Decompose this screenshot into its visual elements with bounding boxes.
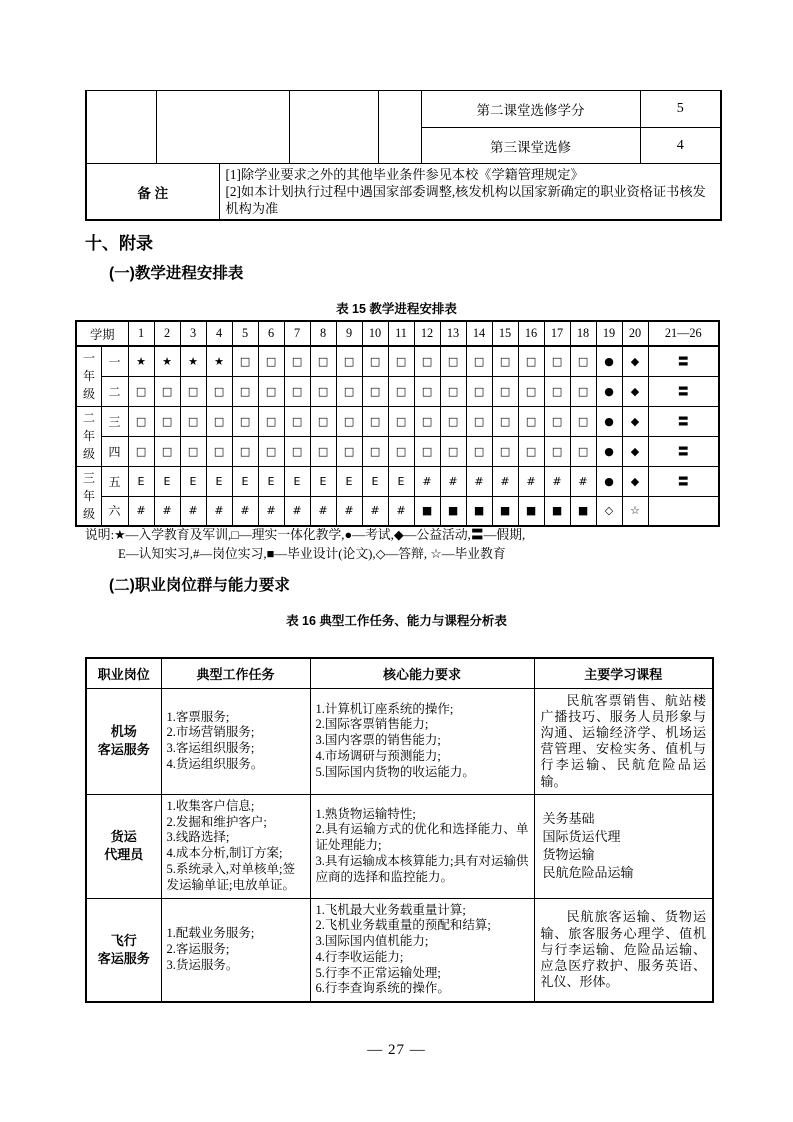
schedule-symbol-cell: □	[180, 376, 206, 406]
jobs-header-row	[86, 658, 713, 688]
schedule-symbol-cell: □	[310, 376, 336, 406]
schedule-symbol-cell: □	[258, 436, 284, 466]
schedule-symbol-cell: □	[284, 346, 310, 376]
week-header-cell: 5	[232, 321, 258, 346]
task-item: 1.配载业务服务;	[166, 926, 255, 941]
schedule-symbol-cell: #	[466, 466, 492, 496]
schedule-symbol-cell: ★	[128, 346, 154, 376]
schedule-symbol-cell: □	[310, 346, 336, 376]
schedule-symbol-cell: #	[518, 466, 544, 496]
job-tasks-cell	[161, 794, 310, 898]
schedule-symbol-cell: □	[570, 436, 596, 466]
schedule-symbol-cell: #	[284, 496, 310, 526]
schedule-symbol-cell: □	[284, 406, 310, 436]
schedule-symbol-cell: #	[492, 466, 518, 496]
ability-item: 4.行李收运能力;	[315, 949, 404, 964]
semester-label-cell: 六	[101, 496, 128, 526]
schedule-symbol-cell: #	[180, 496, 206, 526]
week-header-cell: 11	[388, 321, 414, 346]
task-item: 2.发掘和维护客户;	[166, 814, 267, 829]
job-position-cell	[86, 898, 161, 1002]
ability-item: 3.具有运输成本核算能力;具有对运输供应商的选择和监控能力。	[315, 854, 529, 884]
task-item: 4.成本分析,制订方案;	[166, 846, 283, 861]
top-table-row-1	[86, 91, 721, 128]
schedule-symbol-cell: □	[362, 376, 388, 406]
schedule-symbol-cell: □	[414, 376, 440, 406]
schedule-symbol-cell: #	[414, 466, 440, 496]
schedule-symbol-cell: □	[388, 436, 414, 466]
schedule-symbol-cell: 〓	[648, 346, 719, 376]
jobs-table	[85, 657, 714, 1003]
schedule-symbol-cell: ☆	[622, 496, 648, 526]
schedule-symbol-cell: □	[388, 376, 414, 406]
schedule-symbol-cell: □	[232, 346, 258, 376]
ability-item: 6.行李查询系统的操作。	[315, 981, 450, 996]
schedule-symbol-cell: 〓	[648, 406, 719, 436]
schedule-symbol-cell: □	[284, 376, 310, 406]
empty-cell	[156, 91, 289, 164]
schedule-row	[76, 376, 719, 406]
schedule-symbol-cell: □	[180, 436, 206, 466]
schedule-row	[76, 496, 719, 526]
schedule-symbol-cell: ■	[440, 496, 466, 526]
jobs-row	[86, 794, 713, 898]
schedule-symbol-cell: #	[310, 496, 336, 526]
legend-line-2: E—认知实习,#—岗位实习,■—毕业设计(论文),◇—答辩, ☆—毕业教育	[118, 547, 506, 561]
week-header-cell: 19	[596, 321, 622, 346]
schedule-symbol-cell: □	[440, 376, 466, 406]
schedule-symbol-cell: E	[206, 466, 232, 496]
jobs-header-cell: 主要学习课程	[534, 658, 713, 688]
schedule-header-row	[76, 321, 719, 346]
schedule-symbol-cell: #	[570, 466, 596, 496]
schedule-symbol-cell: □	[518, 346, 544, 376]
schedule-symbol-cell: ■	[414, 496, 440, 526]
schedule-table	[75, 320, 720, 527]
schedule-symbol-cell: 〓	[648, 466, 719, 496]
schedule-symbol-cell: □	[258, 406, 284, 436]
jobs-row	[86, 898, 713, 1002]
credit-row-value: 4	[640, 128, 721, 164]
empty-cell	[378, 91, 421, 164]
ability-item: 5.行李不正常运输处理;	[315, 965, 441, 980]
schedule-symbol-cell: □	[258, 346, 284, 376]
schedule-symbol-cell: □	[336, 346, 362, 376]
job-position-line: 客运服务	[97, 950, 150, 966]
job-abilities-cell	[310, 794, 534, 898]
ability-item: 3.国际国内值机能力;	[315, 934, 429, 949]
schedule-symbol-cell: E	[154, 466, 180, 496]
schedule-symbol-cell: #	[154, 496, 180, 526]
schedule-symbol-cell: □	[518, 376, 544, 406]
schedule-symbol-cell: □	[336, 406, 362, 436]
schedule-symbol-cell: 〓	[648, 376, 719, 406]
schedule-row	[76, 346, 719, 376]
week-header-cell: 14	[466, 321, 492, 346]
schedule-symbol-cell: □	[570, 376, 596, 406]
course-line: 国际货运代理	[542, 829, 621, 845]
jobs-row	[86, 688, 713, 794]
course-line: 货物运输	[542, 847, 595, 863]
schedule-symbol-cell: #	[336, 496, 362, 526]
job-position-line: 飞行	[110, 932, 137, 948]
schedule-body	[76, 346, 719, 526]
schedule-symbol-cell: □	[284, 436, 310, 466]
week-header-cell: 16	[518, 321, 544, 346]
schedule-symbol-cell: ◇	[596, 496, 622, 526]
schedule-symbol-cell: #	[206, 496, 232, 526]
schedule-symbol-cell: □	[336, 376, 362, 406]
schedule-symbol-cell: □	[414, 406, 440, 436]
schedule-symbol-cell: □	[440, 406, 466, 436]
schedule-symbol-cell: □	[466, 406, 492, 436]
year-label-cell: 三年级	[76, 466, 101, 526]
course-line: 民航危险品运输	[542, 865, 634, 881]
job-courses-cell	[534, 794, 713, 898]
ability-item: 1.计算机订座系统的操作;	[315, 701, 454, 716]
job-courses-cell	[534, 688, 713, 794]
schedule-symbol-cell: □	[544, 436, 570, 466]
week-header-cell: 4	[206, 321, 232, 346]
job-position-line: 机场	[110, 724, 137, 740]
schedule-symbol-cell: #	[232, 496, 258, 526]
week-header-cell: 8	[310, 321, 336, 346]
jobs-header-cell: 核心能力要求	[310, 658, 534, 688]
schedule-symbol-cell: □	[414, 436, 440, 466]
week-header-cell: 9	[336, 321, 362, 346]
schedule-symbol-cell: □	[544, 376, 570, 406]
schedule-symbol-cell: □	[440, 346, 466, 376]
schedule-symbol-cell: □	[466, 376, 492, 406]
schedule-row	[76, 436, 719, 466]
schedule-corner-label: 学期	[76, 321, 128, 346]
job-position-line: 货运	[110, 829, 137, 845]
schedule-symbol-cell: □	[206, 376, 232, 406]
job-courses-cell	[534, 898, 713, 1002]
task-item: 2.客运服务;	[166, 941, 230, 956]
schedule-symbol-cell: ■	[492, 496, 518, 526]
ability-item: 5.国际国内货物的收运能力。	[315, 764, 475, 779]
jobs-header-cell: 职业岗位	[86, 658, 161, 688]
schedule-symbol-cell: E	[388, 466, 414, 496]
schedule-symbol-cell: #	[258, 496, 284, 526]
task-item: 1.收集客户信息;	[166, 798, 255, 813]
schedule-symbol-cell: □	[466, 346, 492, 376]
schedule-symbol-cell: #	[388, 496, 414, 526]
schedule-symbol-cell: #	[440, 466, 466, 496]
schedule-symbol-cell: #	[362, 496, 388, 526]
schedule-symbol-cell: E	[362, 466, 388, 496]
week-header-cell: 15	[492, 321, 518, 346]
remark-paragraph: [2]如本计划执行过程中遇国家部委调整,核发机构以国家新确定的职业资格证书核发机构为准	[225, 184, 706, 216]
task-item: 3.客运组织服务;	[166, 741, 255, 756]
jobs-body	[86, 688, 713, 1002]
schedule-symbol-cell: ■	[544, 496, 570, 526]
task-item: 5.系统录入,对单核单;签发运输单证;电放单证。	[166, 861, 295, 892]
schedule-symbol-cell: □	[180, 406, 206, 436]
ability-item: 1.熟货物运输特性;	[315, 806, 416, 821]
schedule-symbol-cell: E	[336, 466, 362, 496]
schedule-symbol-cell: E	[180, 466, 206, 496]
job-tasks-cell	[161, 688, 310, 794]
semester-label-cell: 五	[101, 466, 128, 496]
week-header-cell: 10	[362, 321, 388, 346]
schedule-symbol-cell: □	[232, 436, 258, 466]
schedule-symbol-cell: ★	[206, 346, 232, 376]
schedule-symbol-cell: ■	[570, 496, 596, 526]
week-header-cell: 17	[544, 321, 570, 346]
schedule-row	[76, 466, 719, 496]
schedule-symbol-cell: □	[154, 406, 180, 436]
page-number: — 27 —	[367, 1042, 426, 1058]
schedule-symbol-cell: #	[128, 496, 154, 526]
week-header-cell: 20	[622, 321, 648, 346]
schedule-symbol-cell: □	[310, 436, 336, 466]
schedule-symbol-cell: □	[362, 436, 388, 466]
schedule-symbol-cell: ◆	[622, 466, 648, 496]
schedule-symbol-cell: □	[492, 376, 518, 406]
schedule-symbol-cell: □	[128, 436, 154, 466]
job-position-line: 客运服务	[97, 742, 150, 758]
schedule-symbol-cell: □	[154, 436, 180, 466]
schedule-symbol-cell: □	[388, 406, 414, 436]
task-item: 1.客票服务;	[166, 709, 230, 724]
year-label-cell: 一年级	[76, 346, 101, 406]
schedule-symbol-cell: ●	[596, 436, 622, 466]
schedule-symbol-cell: □	[232, 406, 258, 436]
job-abilities-cell	[310, 898, 534, 1002]
schedule-symbol-cell: ■	[466, 496, 492, 526]
ability-item: 2.飞机业务载重量的预配和结算;	[315, 918, 491, 933]
remark-text	[219, 164, 721, 221]
semester-label-cell: 三	[101, 406, 128, 436]
week-header-cell: 2	[154, 321, 180, 346]
schedule-symbol-cell: E	[258, 466, 284, 496]
schedule-symbol-cell: □	[258, 376, 284, 406]
schedule-symbol-cell: □	[492, 406, 518, 436]
schedule-symbol-cell: ●	[596, 466, 622, 496]
schedule-symbol-cell: □	[544, 346, 570, 376]
job-abilities-cell	[310, 688, 534, 794]
week-header-cell: 7	[284, 321, 310, 346]
ability-item: 2.国际客票销售能力;	[315, 717, 429, 732]
ability-item: 2.具有运输方式的优化和选择能力、单证处理能力;	[315, 822, 529, 853]
week-header-cell: 3	[180, 321, 206, 346]
subsection-heading-schedule: (一)教学进程安排表	[109, 265, 244, 282]
year-label-cell: 二年级	[76, 406, 101, 466]
job-position-cell	[86, 794, 161, 898]
job-tasks-cell	[161, 898, 310, 1002]
week-header-cell: 18	[570, 321, 596, 346]
credit-row-value: 5	[640, 91, 721, 128]
schedule-symbol-cell: □	[492, 346, 518, 376]
schedule-symbol-cell: □	[518, 406, 544, 436]
credit-row-label: 第二课堂选修学分	[421, 91, 640, 128]
schedule-symbol-cell: ●	[596, 376, 622, 406]
job-position-cell	[86, 688, 161, 794]
schedule-symbol-cell: E	[128, 466, 154, 496]
schedule-symbol-cell: E	[310, 466, 336, 496]
schedule-symbol-cell: □	[362, 406, 388, 436]
legend-line-1: 说明:★—入学教育及军训,□—理实一体化教学,●—考试,◆—公益活动,〓—假期,	[85, 528, 526, 542]
subsection-heading-jobs: (二)职业岗位群与能力要求	[109, 577, 290, 594]
schedule-symbol-cell: ◆	[622, 436, 648, 466]
ability-item: 4.市场调研与预测能力;	[315, 749, 441, 763]
schedule-symbol-cell: □	[128, 376, 154, 406]
top-table	[85, 90, 722, 221]
schedule-symbol-cell: □	[388, 346, 414, 376]
credit-row-label: 第三课堂选修	[421, 128, 640, 164]
week-header-cell: 12	[414, 321, 440, 346]
schedule-symbol-cell: □	[518, 436, 544, 466]
table16-caption: 表 16 典型工作任务、能力与课程分析表	[286, 614, 507, 628]
schedule-symbol-cell: □	[206, 436, 232, 466]
schedule-symbol-cell: □	[414, 346, 440, 376]
task-item: 4.货运组织服务。	[166, 756, 264, 771]
schedule-symbol-cell: ■	[518, 496, 544, 526]
schedule-symbol-cell: □	[128, 406, 154, 436]
week-header-cell: 1	[128, 321, 154, 346]
ability-item: 1.飞机最大业务载重量计算;	[315, 902, 466, 917]
task-item: 2.市场营销服务;	[166, 725, 255, 740]
course-line: 关务基础	[542, 811, 595, 827]
schedule-symbol-cell: ●	[596, 346, 622, 376]
schedule-symbol-cell: E	[284, 466, 310, 496]
schedule-legend	[85, 526, 725, 564]
schedule-symbol-cell: ★	[180, 346, 206, 376]
schedule-symbol-cell: □	[570, 406, 596, 436]
section-heading-appendix: 十、附录	[85, 234, 153, 253]
schedule-symbol-cell: ◆	[622, 376, 648, 406]
schedule-symbol-cell: □	[440, 436, 466, 466]
week-header-cell: 13	[440, 321, 466, 346]
week-header-cell: 6	[258, 321, 284, 346]
schedule-row	[76, 406, 719, 436]
courses-paragraph: 民航旅客运输、货物运输、旅客服务心理学、值机与行李运输、危险品运输、应急医疗救护、服务英语、礼仪、形体。	[540, 909, 706, 990]
remark-label: 备 注	[86, 164, 219, 221]
jobs-header-cell: 典型工作任务	[161, 658, 310, 688]
task-item: 3.线路选择;	[166, 830, 230, 845]
schedule-symbol-cell: E	[232, 466, 258, 496]
schedule-symbol-cell: □	[362, 346, 388, 376]
schedule-symbol-cell: ◆	[622, 406, 648, 436]
empty-cell	[86, 91, 156, 164]
table15-caption: 表 15 教学进程安排表	[336, 302, 457, 316]
week-header-cell: 21—26	[648, 321, 719, 346]
courses-paragraph: 民航客票销售、航站楼广播技巧、服务人员形象与沟通、运输经济学、机场运营管理、安检实务、值机与行李运输、民航危险品运输。	[540, 692, 706, 789]
schedule-symbol-cell: #	[544, 466, 570, 496]
remark-row	[86, 164, 721, 221]
ability-item: 3.国内客票的销售能力;	[315, 733, 441, 748]
schedule-symbol-cell: □	[466, 436, 492, 466]
empty-cell	[289, 91, 378, 164]
schedule-symbol-cell: □	[154, 376, 180, 406]
schedule-symbol-cell: □	[336, 436, 362, 466]
job-position-line: 代理员	[104, 847, 144, 863]
schedule-symbol-cell: ◆	[622, 346, 648, 376]
schedule-symbol-cell: □	[310, 406, 336, 436]
schedule-symbol-cell: ★	[154, 346, 180, 376]
schedule-symbol-cell: 〓	[648, 436, 719, 466]
task-item: 3.货运服务。	[166, 957, 239, 972]
semester-label-cell: 二	[101, 376, 128, 406]
schedule-symbol-cell: ●	[596, 406, 622, 436]
remark-paragraph: [1]除学业要求之外的其他毕业条件参见本校《学籍管理规定》	[225, 167, 584, 182]
schedule-symbol-cell: □	[544, 406, 570, 436]
schedule-symbol-cell: □	[206, 406, 232, 436]
schedule-symbol-cell: □	[232, 376, 258, 406]
schedule-symbol-cell: □	[492, 436, 518, 466]
semester-label-cell: 四	[101, 436, 128, 466]
schedule-symbol-cell: □	[570, 346, 596, 376]
semester-label-cell: 一	[101, 346, 128, 376]
schedule-symbol-cell	[648, 496, 719, 526]
